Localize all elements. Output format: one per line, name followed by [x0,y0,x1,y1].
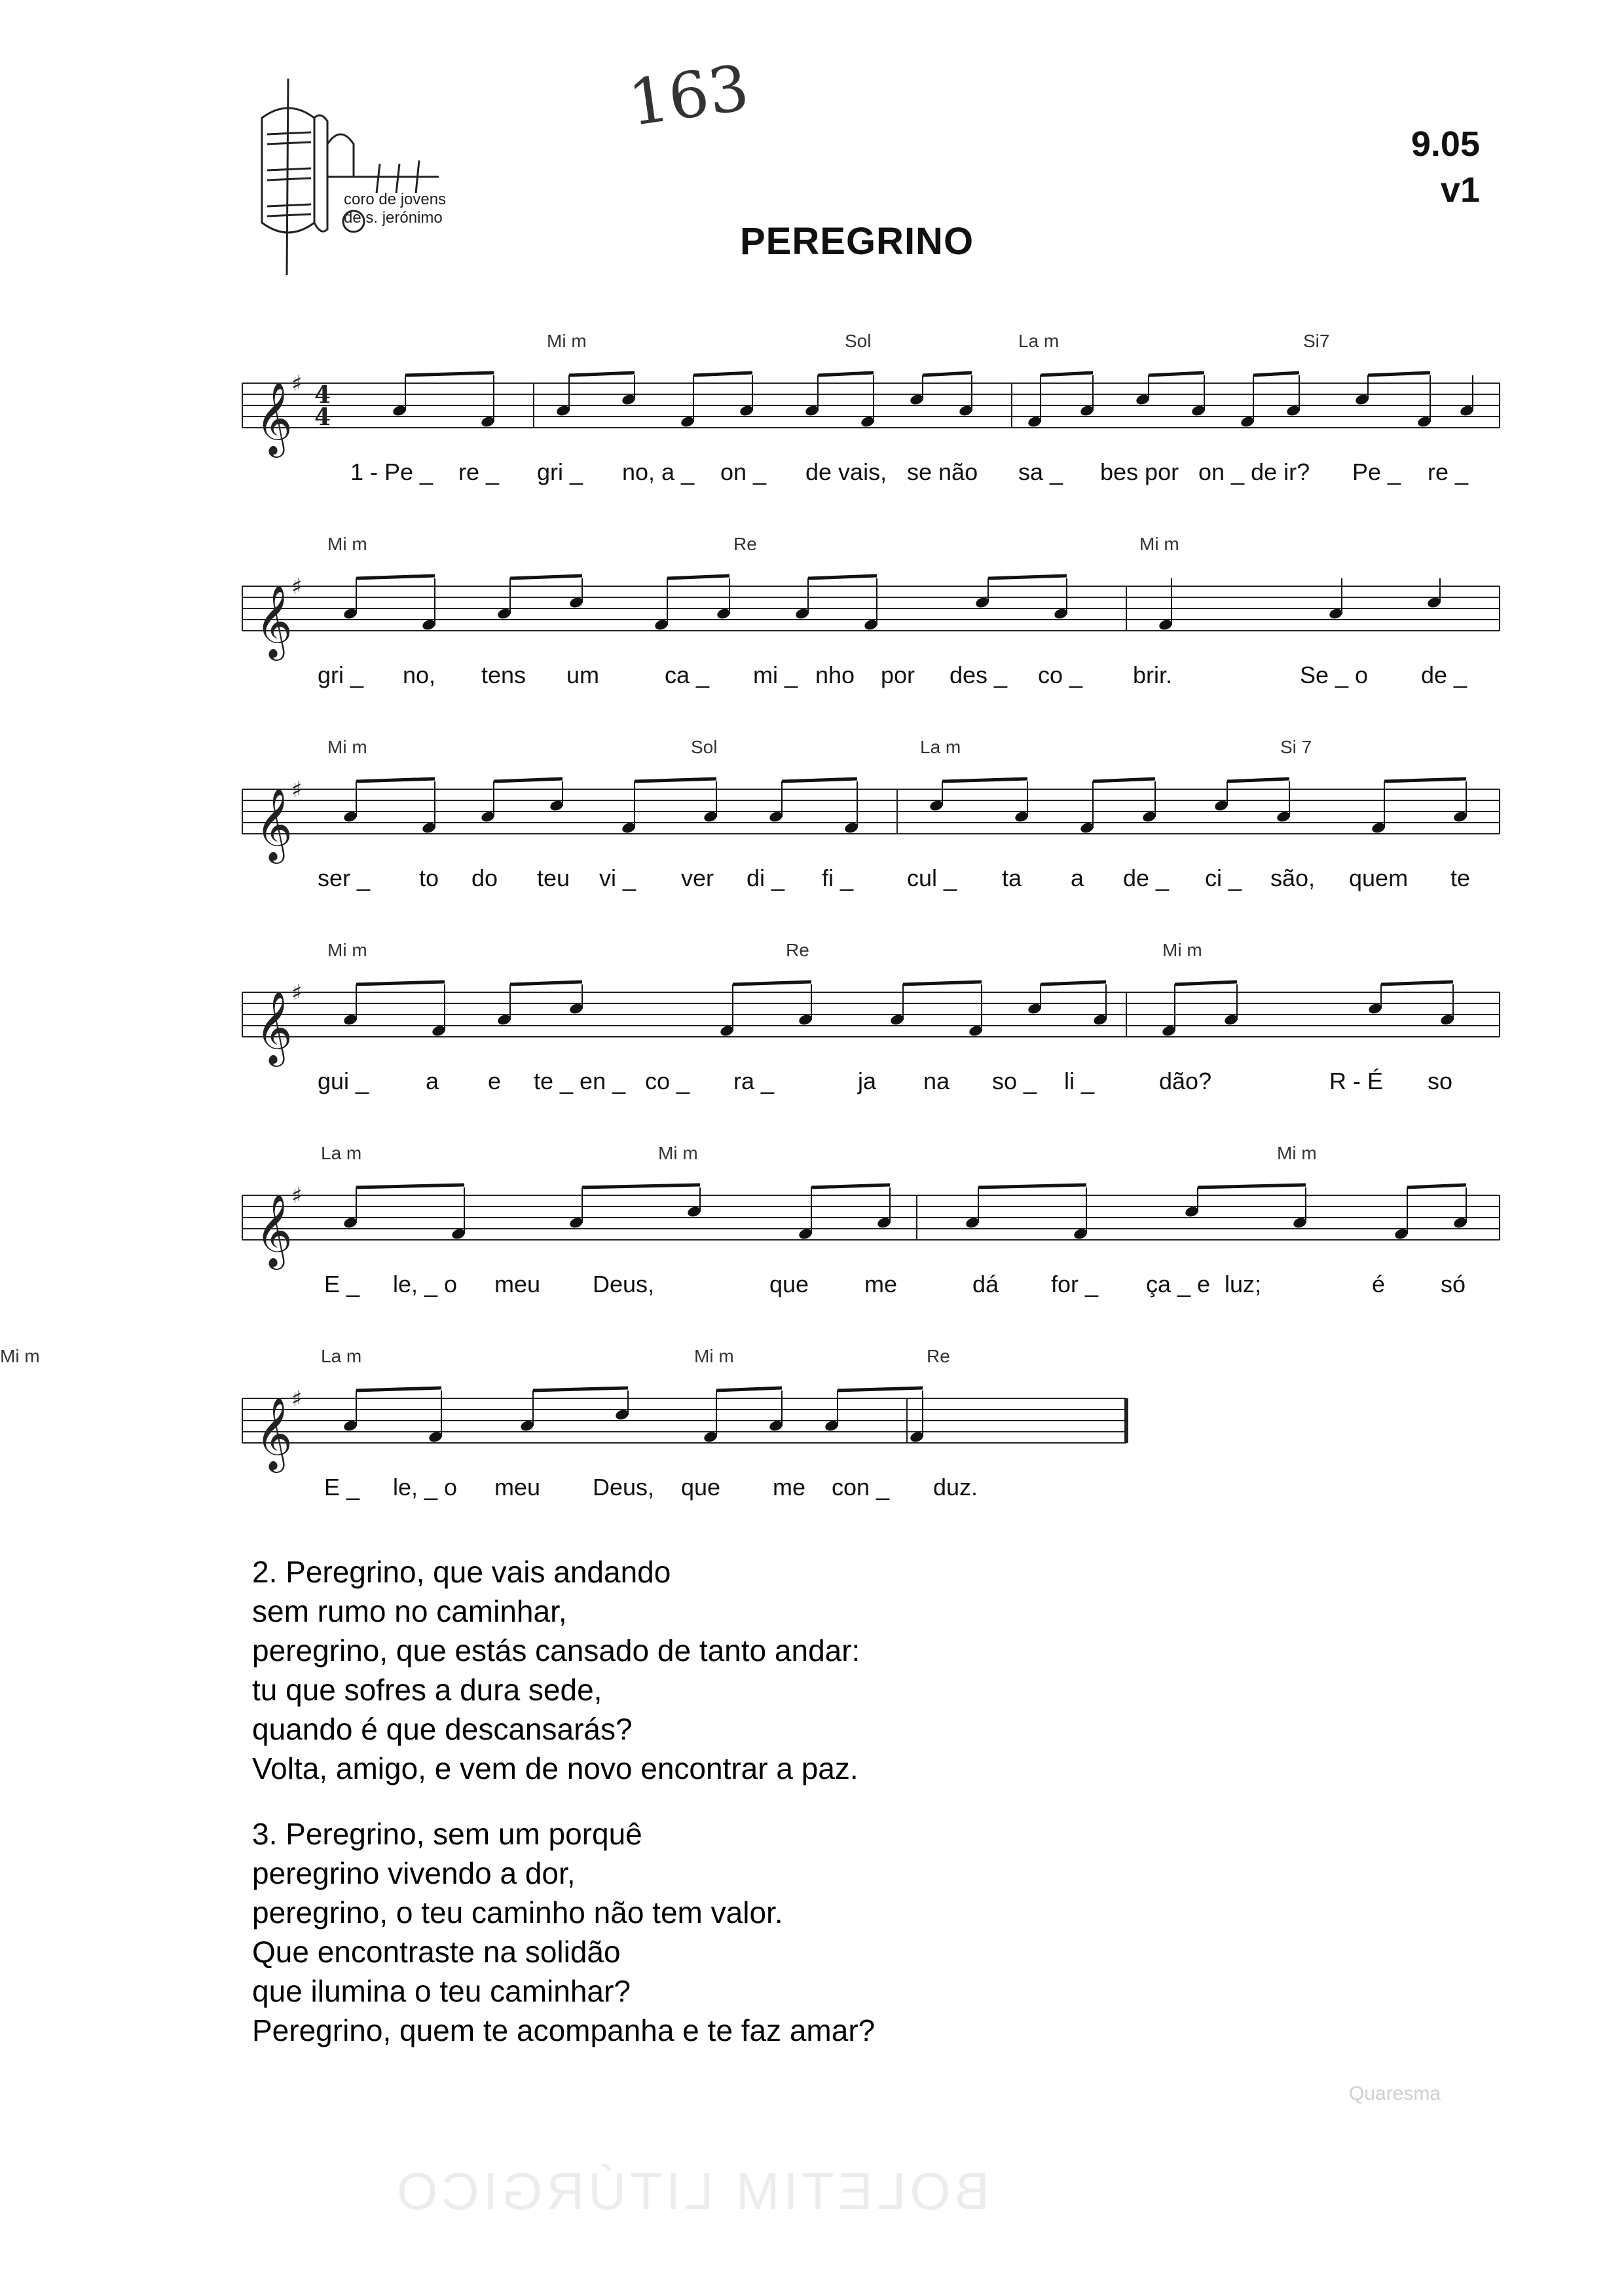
chord-symbol: La m [920,737,961,757]
chord-symbol: Mi m [1277,1143,1317,1163]
chord-symbol: Mi m [547,331,587,351]
note-beam [838,1388,923,1390]
note-beam [988,576,1067,578]
lyric-syllable: co _ [645,1068,690,1094]
lyric-syllable: que [769,1271,809,1297]
lyric-syllable: R - É [1329,1068,1384,1094]
treble-clef-icon: 𝄞 [255,1193,293,1267]
note-beam [818,373,874,375]
verse-line: peregrino, o teu caminho não tem valor. [252,1895,783,1930]
lyric-syllable: luz; [1225,1271,1262,1297]
note-beam [1041,373,1093,375]
note-beam [903,982,982,984]
lyric-syllable: de _ [1421,662,1467,688]
handwritten-number: 163 [624,50,754,141]
lyric-syllable: gui _ [318,1068,369,1094]
lyric-syllable: me [864,1271,898,1297]
note-beam [1227,779,1289,781]
lyric-syllable: na [923,1068,950,1094]
chord-symbol: Mi m [658,1143,698,1163]
lyric-syllable: quem [1349,865,1409,891]
lyric-syllable: ta [1002,865,1022,891]
note-beam [1381,982,1453,984]
sharp-icon: ♯ [291,1386,303,1412]
staff-system [0,1372,1624,1503]
verse-line: 2. Peregrino, que vais andando [252,1555,671,1589]
note-beam [1175,982,1237,984]
lyric-syllable: ser _ [318,865,371,891]
verse-2 [252,1552,860,1788]
lyric-syllable: te [1450,865,1471,891]
lyric-syllable: dá [972,1271,999,1297]
lyric-syllable: E _ [324,1474,360,1501]
note-beam [782,779,857,781]
note-beam [1368,373,1430,375]
lyric-syllable: e [488,1068,502,1094]
lyric-syllable: a [426,1068,439,1094]
chord-symbol: La m [1018,331,1060,351]
lyric-syllable: meu [494,1474,541,1501]
sharp-icon: ♯ [291,574,303,600]
staff-system [0,560,1624,691]
lyric-syllable: so [1428,1068,1453,1094]
note-beam [356,1388,441,1390]
song-number: 9.05 [1411,124,1480,164]
logo-text-line-2: de s. jerónimo [344,209,443,227]
note-beam [1198,1185,1306,1187]
lyric-syllable: Pe _ [1352,458,1401,485]
lyric-syllable: le, _ o [393,1271,458,1297]
lyric-syllable: 1 - Pe _ [350,458,434,485]
lyric-syllable: do [471,865,498,891]
lyric-syllable: ver [681,865,714,891]
verse-line: Volta, amigo, e vem de novo encontrar a paz. [252,1751,858,1785]
note-beam [356,576,435,578]
time-signature: 4 [314,381,331,409]
lyric-syllable: to [419,865,439,891]
verse-line: peregrino vivendo a dor, [252,1856,576,1890]
chord-symbol: Re [733,534,757,554]
lyric-syllable: meu [494,1271,541,1297]
note-beam [942,779,1027,781]
lyric-syllable: só [1441,1271,1466,1297]
lyric-syllable: me [773,1474,806,1501]
note-beam [693,373,752,375]
verse-line: 3. Peregrino, sem um porquê [252,1817,642,1851]
lyric-syllable: tens [481,662,526,688]
chord-symbol: Re [927,1346,950,1366]
treble-clef-icon: 𝄞 [255,1396,293,1470]
lyric-syllable: são, [1270,865,1316,891]
lyric-syllable: brir. [1133,662,1173,688]
note-beam [1407,1185,1466,1187]
note-beam [405,373,494,375]
note-beam [356,982,445,984]
note-beam [811,1185,890,1187]
note-beam [533,1388,628,1390]
treble-clef-icon: 𝄞 [255,787,293,861]
lyric-syllable: di _ [747,865,785,891]
chord-symbol: Mi m [694,1346,734,1366]
show-through-season: Quaresma [1349,2083,1441,2104]
chord-symbol: Sol [691,737,718,757]
lyric-syllable: Se _ o [1300,662,1369,688]
lyric-syllable: bes por [1100,458,1179,485]
song-version: v1 [1440,170,1480,210]
note-beam [923,373,972,375]
lyric-syllable: sa _ [1018,458,1063,485]
verse-line: Que encontraste na solidão [252,1935,621,1969]
verse-line: peregrino, que estás cansado de tanto andar: [252,1633,860,1668]
lyric-syllable: co _ [1038,662,1083,688]
sharp-icon: ♯ [291,777,303,803]
lyric-syllable: for _ [1051,1271,1099,1297]
note-beam [1041,982,1106,984]
lyric-syllable: Deus, [593,1474,655,1501]
treble-clef-icon: 𝄞 [255,990,293,1064]
lyric-syllable: re _ [1428,458,1469,485]
chord-symbol: Si7 [1303,331,1330,351]
lyric-syllable: de vais, [805,458,887,485]
lyric-syllable: ja [858,1068,877,1094]
verse-line: Peregrino, quem te acompanha e te faz amar? [252,2013,876,2047]
verse-line: sem rumo no caminhar, [252,1594,567,1628]
chord-symbol: Mi m [1139,534,1179,554]
lyric-syllable: gri _ [537,458,583,485]
lyric-syllable: on _ [720,458,767,485]
lyric-syllable: ça _ e [1146,1271,1211,1297]
verse-line: quando é que descansarás? [252,1712,633,1746]
verse-line: que ilumina o teu caminhar? [252,1974,631,2008]
chord-symbol: Mi m [0,1346,40,1366]
note-beam [667,576,729,578]
treble-clef-icon: 𝄞 [255,584,293,658]
note-beam [494,779,563,781]
lyric-syllable: gri _ [318,662,364,688]
chord-symbol: La m [321,1143,362,1163]
lyric-syllable: ca _ [665,662,710,688]
lyric-syllable: duz. [933,1474,978,1501]
lyric-syllable: re _ [458,458,500,485]
chord-symbol: Sol [845,331,872,351]
note-beam [1093,779,1155,781]
logo-text-line-1: coro de jovens [344,191,447,208]
show-through-footer: BOLETIM LITÚRGICO [393,2162,989,2220]
lyric-syllable: é [1372,1271,1386,1297]
lyric-syllable: mi _ [753,662,798,688]
sharp-icon: ♯ [291,371,303,397]
lyric-syllable: so _ [992,1068,1037,1094]
note-beam [356,1185,464,1187]
note-beam [569,373,635,375]
treble-clef-icon: 𝄞 [255,381,293,455]
note-beam [635,779,716,781]
lyric-syllable: con _ [832,1474,890,1501]
note-beam [1253,373,1299,375]
note-beam [716,1388,782,1390]
lyric-syllable: de _ [1123,865,1170,891]
note-beam [510,982,582,984]
lyric-syllable: li _ [1064,1068,1095,1094]
lyric-syllable: le, _ o [393,1474,458,1501]
chord-symbol: Mi m [327,940,367,960]
note-beam [733,982,811,984]
lyric-syllable: on _ de ir? [1198,458,1310,485]
note-beam [1384,779,1466,781]
song-title: PEREGRINO [740,220,974,263]
lyric-syllable: no, a _ [622,458,695,485]
chord-symbol: La m [321,1346,362,1366]
lyric-syllable: a [1071,865,1084,891]
lyric-syllable: um [566,662,600,688]
time-signature: 4 [314,403,331,431]
lyric-syllable: Deus, [593,1271,655,1297]
verse-3 [252,1814,875,2050]
lyric-syllable: te _ en _ [534,1068,626,1094]
sharp-icon: ♯ [291,1183,303,1209]
note-beam [978,1185,1086,1187]
chord-symbol: Mi m [327,534,367,554]
lyric-syllable: fi _ [822,865,854,891]
chord-symbol: Si 7 [1280,737,1312,757]
lyric-syllable: se não [907,458,978,485]
note-beam [356,779,435,781]
note-beam [1149,373,1204,375]
lyric-syllable: que [681,1474,721,1501]
lyric-syllable: nho [815,662,855,688]
lyric-syllable: ci _ [1205,865,1242,891]
verse-line: tu que sofres a dura sede, [252,1673,602,1707]
sharp-icon: ♯ [291,980,303,1006]
lyric-syllable: E _ [324,1271,360,1297]
note-beam [582,1185,700,1187]
note-beam [510,576,582,578]
lyric-syllable: no, [403,662,436,688]
lyric-syllable: dão? [1159,1068,1212,1094]
lyric-syllable: cul _ [907,865,957,891]
lyric-syllable: des _ [950,662,1008,688]
chord-symbol: Re [786,940,809,960]
lyric-syllable: teu [537,865,570,891]
lyric-syllable: ra _ [733,1068,775,1094]
note-beam [808,576,877,578]
chord-symbol: Mi m [1162,940,1202,960]
lyric-syllable: vi _ [599,865,637,891]
chord-symbol: Mi m [327,737,367,757]
lyric-syllable: por [881,662,915,688]
